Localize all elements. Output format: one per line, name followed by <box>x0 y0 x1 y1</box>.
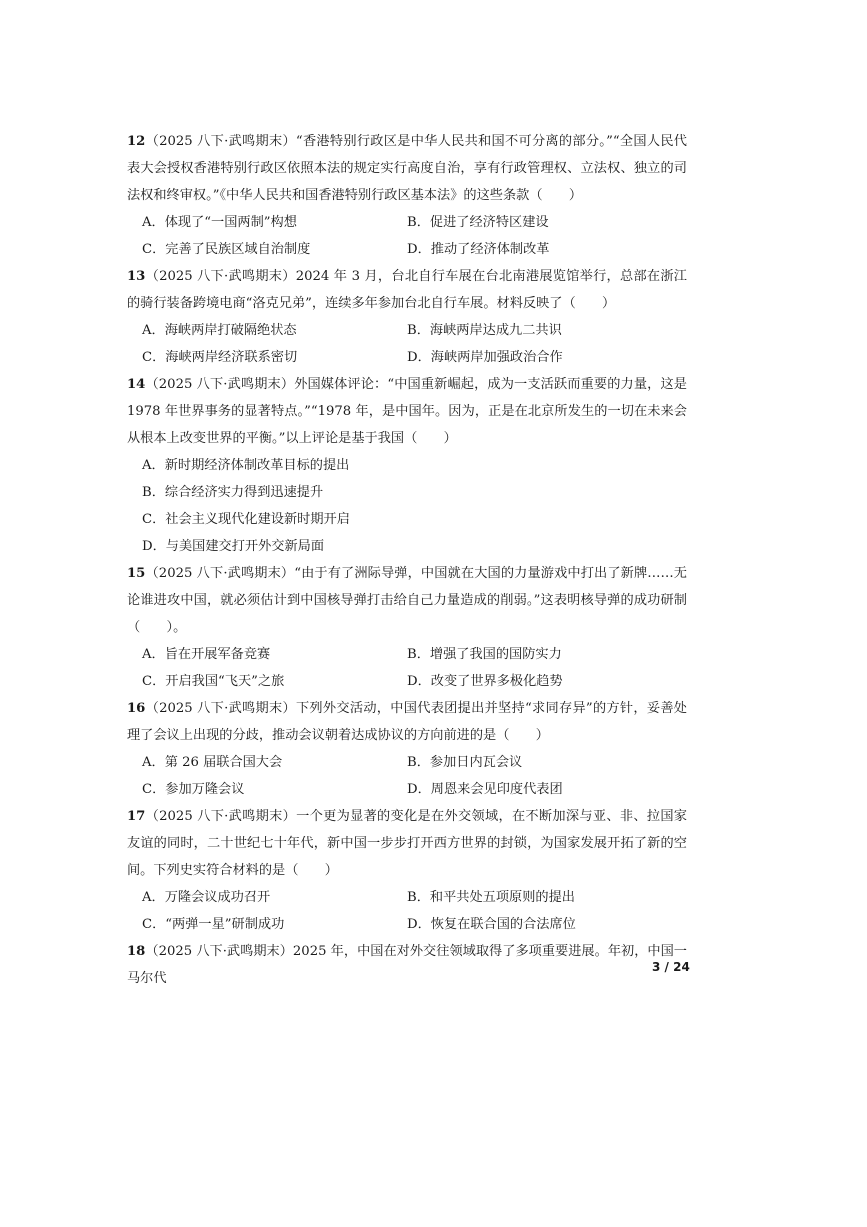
question-stem <box>127 263 687 317</box>
question-stem <box>127 371 687 452</box>
options <box>142 884 687 938</box>
options <box>142 452 687 560</box>
question-stem <box>127 938 687 992</box>
question-18 <box>127 938 687 992</box>
option-a: A．万隆会议成功召开 <box>142 890 271 905</box>
question-number: 17 <box>127 809 146 824</box>
option-d: D．海峡两岸加强政治合作 <box>407 350 563 365</box>
option-b: B．综合经济实力得到迅速提升 <box>142 485 324 500</box>
question-text: 2024 年 3 月，台北自行车展在台北南港展览馆举行，总部在浙江的骑行装备跨境电商“洛克兄弟”，连续多年参加台北自行车展。材料反映了（ ） <box>127 269 687 311</box>
question-list <box>127 128 687 992</box>
option-c: C．社会主义现代化建设新时期开启 <box>142 512 350 527</box>
question-17 <box>127 803 687 938</box>
question-13 <box>127 263 687 371</box>
question-text: 一个更为显著的变化是在外交领域，在不断加深与亚、非、拉国家友谊的同时，二十世纪七十年代，新中国一步步打开西方世界的封锁，为国家发展开拓了新的空间。下列史实符合材料的是（ ） <box>127 809 687 878</box>
question-number: 15 <box>127 566 146 581</box>
option-a: A．新时期经济体制改革目标的提出 <box>142 458 350 473</box>
option-c: C．“两弹一星”研制成功 <box>142 917 285 932</box>
question-number: 12 <box>127 134 146 149</box>
question-source: （2025 八下·武鸣期末） <box>145 809 297 824</box>
question-text: 下列外交活动，中国代表团提出并坚持“求同存异”的方针，妥善处理了会议上出现的分歧，推动会议朝着达成协议的方向前进的是（ ） <box>127 701 687 743</box>
option-b: B．和平共处五项原则的提出 <box>407 890 575 905</box>
option-a: A．旨在开展军备竞赛 <box>142 647 271 662</box>
option-d: D．推动了经济体制改革 <box>407 242 550 257</box>
option-c: C．海峡两岸经济联系密切 <box>142 350 298 365</box>
question-12 <box>127 128 687 263</box>
question-source: （2025 八下·武鸣期末） <box>145 377 295 392</box>
options <box>142 749 687 803</box>
options <box>142 209 687 263</box>
question-number: 13 <box>127 269 146 284</box>
option-b: B．增强了我国的国防实力 <box>407 647 562 662</box>
option-a: A．第 26 届联合国大会 <box>142 755 283 770</box>
option-c: C．开启我国“飞天”之旅 <box>142 674 285 689</box>
option-c: C．完善了民族区域自治制度 <box>142 242 311 257</box>
question-stem <box>127 560 687 641</box>
option-b: B．海峡两岸达成九二共识 <box>407 323 562 338</box>
option-d: D．改变了世界多极化趋势 <box>407 674 563 689</box>
options <box>142 641 687 695</box>
question-number: 18 <box>127 944 146 959</box>
question-16 <box>127 695 687 803</box>
option-d: D．恢复在联合国的合法席位 <box>407 917 576 932</box>
question-text: 外国媒体评论：“中国重新崛起，成为一支活跃而重要的力量，这是 1978 年世界事务的显著特点。”“1978 年，是中国年。因为，正是在北京所发生的一切在未来会从根本上改变世界的平衡。”以上评论是基于我国（ ） <box>127 377 687 446</box>
question-number: 16 <box>127 701 146 716</box>
option-b: B．促进了经济特区建设 <box>407 215 549 230</box>
question-text: 2025 年，中国在对外交往领域取得了多项重要进展。年初，中国一马尔代 <box>127 944 687 986</box>
question-stem <box>127 803 687 884</box>
question-text: “香港特别行政区是中华人民共和国不可分离的部分。”“全国人民代表大会授权香港特别行政区依照本法的规定实行高度自治，享有行政管理权、立法权、独立的司法权和终审权。”《中华人民共和国香港特别行政区基本法》的这些条款（ ） <box>127 134 687 203</box>
option-c: C．参加万隆会议 <box>142 782 245 797</box>
question-source: （2025 八下·武鸣期末） <box>145 566 295 581</box>
question-source: （2025 八下·武鸣期末） <box>145 134 296 149</box>
option-d: D．与美国建交打开外交新局面 <box>142 539 325 554</box>
question-15 <box>127 560 687 695</box>
question-14 <box>127 371 687 560</box>
question-text: “由于有了洲际导弹，中国就在大国的力量游戏中打出了新牌……无论谁进攻中国，就必须估计到中国核导弹打击给自己力量造成的削弱。”这表明核导弹的成功研制（ ）。 <box>127 566 687 635</box>
option-a: A．海峡两岸打破隔绝状态 <box>142 323 297 338</box>
option-b: B．参加日内瓦会议 <box>407 755 523 770</box>
option-d: D．周恩来会见印度代表团 <box>407 782 563 797</box>
options <box>142 317 687 371</box>
question-stem <box>127 128 687 209</box>
question-source: （2025 八下·武鸣期末） <box>145 944 293 959</box>
page-number: 3 / 24 <box>652 960 690 974</box>
question-number: 14 <box>127 377 146 392</box>
question-source: （2025 八下·武鸣期末） <box>145 269 296 284</box>
question-stem <box>127 695 687 749</box>
option-a: A．体现了“一国两制”构想 <box>142 215 297 230</box>
question-source: （2025 八下·武鸣期末） <box>145 701 296 716</box>
